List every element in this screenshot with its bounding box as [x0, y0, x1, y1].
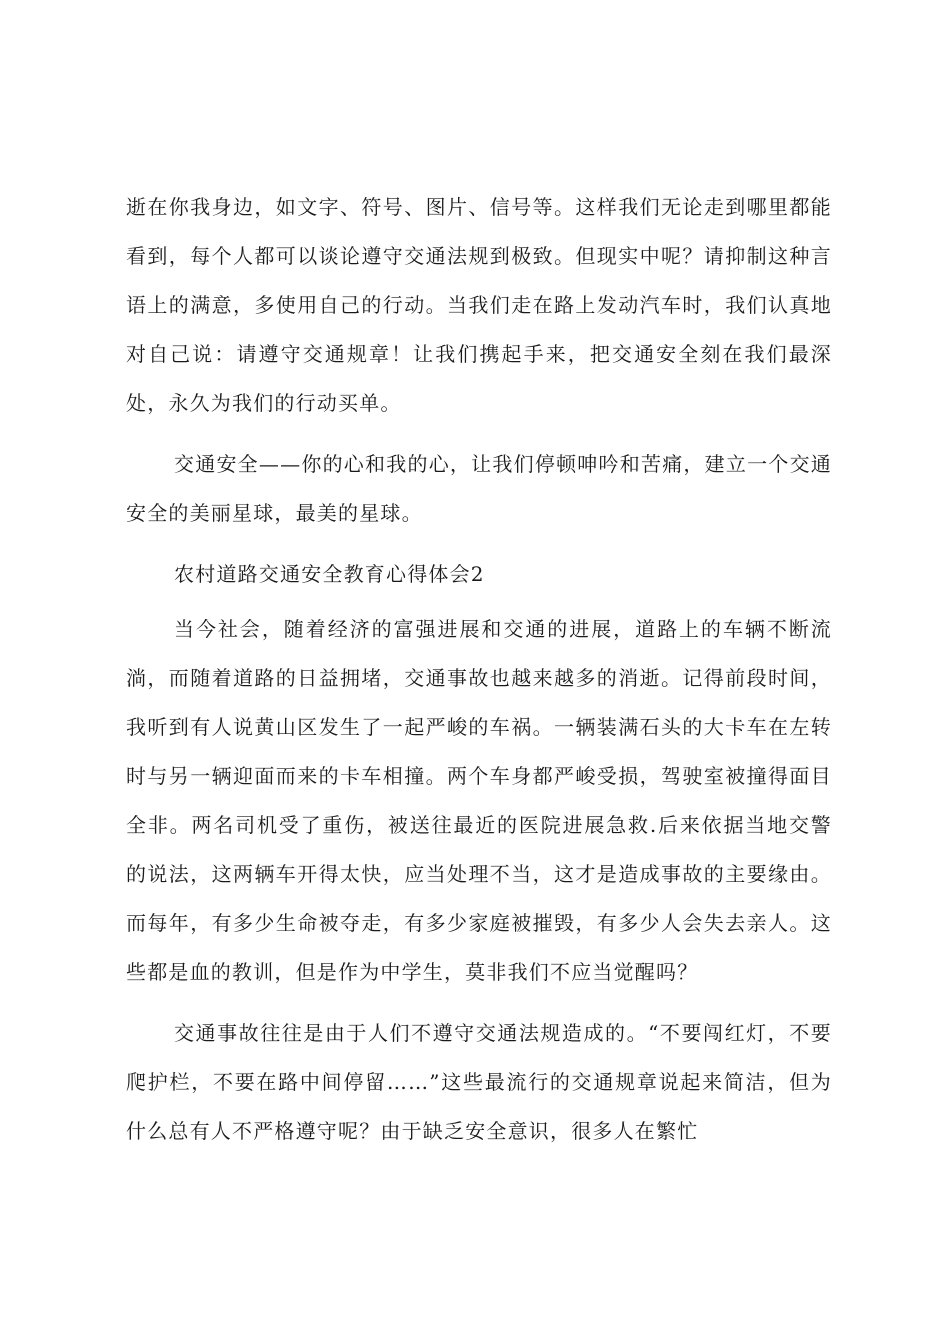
paragraph-traffic-safety-heart: 交通安全——你的心和我的心，让我们停顿呻吟和苦痛，建立一个交通安全的美丽星球，最美的星球。 — [126, 452, 832, 525]
paragraph-continuation: 逝在你我身边，如文字、符号、图片、信号等。这样我们无论走到哪里都能看到，每个人都可以谈论遵守交通法规到极致。但现实中呢？请抑制这种言语上的满意，多使用自己的行动。当我们走在路上发动汽车时，我们认真地对自己说：请遵守交通规章！让我们携起手来，把交通安全刻在我们最深处，永久为我们的行动买单。 — [126, 195, 832, 415]
section-heading: 农村道路交通安全教育心得体会2 — [174, 562, 485, 586]
paragraph-traffic-rules: 交通事故往往是由于人们不遵守交通法规造成的。“不要闯红灯，不要爬护栏，不要在路中间停留……”这些最流行的交通规章说起来简洁，但为什么总有人不严格遵守呢？由于缺乏安全意识，很多人在繁忙 — [126, 1021, 832, 1143]
paragraph-accident-story: 当今社会，随着经济的富强进展和交通的进展，道路上的车辆不断流淌，而随着道路的日益拥堵，交通事故也越来越多的消逝。记得前段时间，我听到有人说黄山区发生了一起严峻的车祸。一辆装满石头的大卡车在左转时与另一辆迎面而来的卡车相撞。两个车身都严峻受损，驾驶室被撞得面目全非。两名司机受了重伤，被送往最近的医院进展急救.后来依据当地交警的说法，这两辆车开得太快，应当处理不当，这才是造成事故的主要缘由。而每年，有多少生命被夺走，有多少家庭被摧毁，有多少人会失去亲人。这些都是血的教训，但是作为中学生，莫非我们不应当觉醒吗？ — [126, 617, 832, 984]
